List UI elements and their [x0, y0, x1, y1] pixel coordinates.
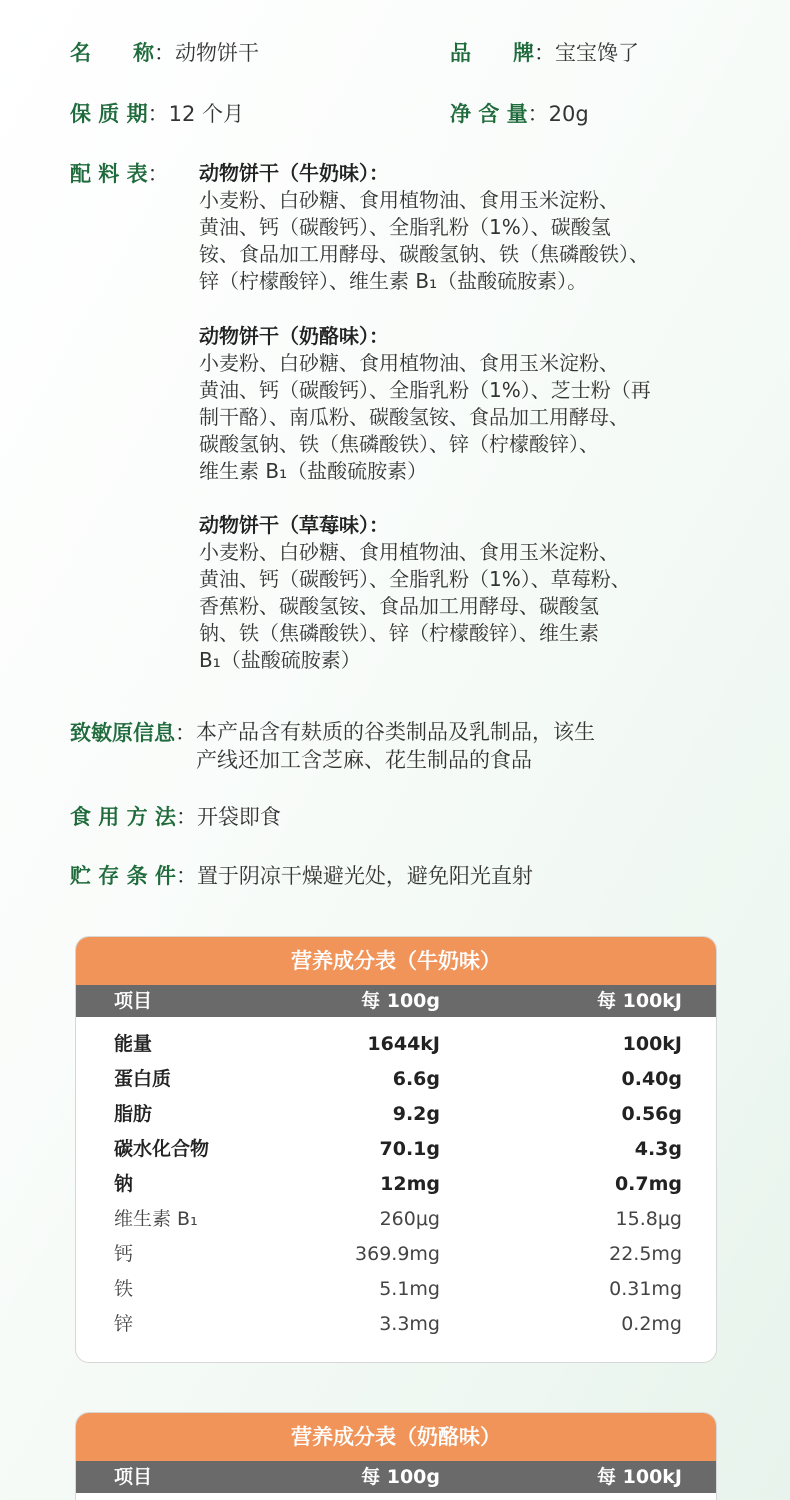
nutrition-table-body — [76, 1017, 716, 1342]
ingredient-line: 小麦粉、白砂糖、食用植物油、食用玉米淀粉、 — [199, 540, 619, 564]
value-per100g: 6.6g — [392, 1068, 440, 1090]
allergen-line: 产线还加工含芝麻、花生制品的食品 — [196, 748, 532, 772]
storage-value: 置于阴凉干燥避光处，避免阳光直射 — [196, 864, 533, 888]
name-label: 名 称 — [70, 41, 154, 65]
ingredient-line: 黄油、钙（碳酸钙）、全脂乳粉（1%）、草莓粉、 — [199, 567, 631, 591]
value-per100kj: 0.56g — [621, 1103, 682, 1125]
ingredient-line: 黄油、钙（碳酸钙）、全脂乳粉（1%）、芝士粉（再 — [199, 378, 651, 402]
usage-value: 开袋即食 — [196, 805, 281, 829]
ingredients-row — [70, 159, 169, 189]
value-per100g: 3.3mg — [379, 1313, 440, 1335]
net-value: 20g — [548, 102, 589, 126]
ingredients-label: 配 料 表 — [70, 162, 148, 186]
nutrient-name: 维生素 B₁ — [114, 1208, 198, 1230]
ingredient-title: 动物饼干（牛奶味）： — [199, 161, 389, 185]
top-cutoff-text — [0, 0, 790, 4]
ingredient-line: 锌（柠檬酸锌）、维生素 B₁（盐酸硫胺素）。 — [199, 269, 588, 293]
nutrient-name: 碳水化合物 — [114, 1138, 210, 1160]
storage-label: 贮 存 条 件 — [70, 864, 176, 888]
allergen-row — [70, 718, 595, 774]
ingredient-title: 动物饼干（草莓味）： — [199, 513, 389, 537]
nutrient-name: 锌 — [114, 1313, 134, 1335]
value-per100g: 260μg — [379, 1208, 440, 1230]
nutrition-table-header — [76, 985, 716, 1017]
header-per100kj: 每 100kJ — [597, 1466, 682, 1488]
storage-row — [70, 861, 533, 891]
nutrition-table-header — [76, 1461, 716, 1493]
header-per100g: 每 100g — [361, 1466, 440, 1488]
ingredient-title: 动物饼干（奶酪味）： — [199, 324, 389, 348]
nutrient-name: 脂肪 — [114, 1103, 153, 1125]
usage-colon: ： — [175, 805, 197, 829]
table-row — [76, 1132, 716, 1167]
value-per100g: 1644kJ — [367, 1033, 440, 1055]
brand-row — [450, 38, 639, 68]
name-row — [70, 38, 259, 68]
brand-colon: ： — [534, 41, 555, 65]
value-per100g: 70.1g — [379, 1138, 440, 1160]
nutrition-table-title: 营养成分表（奶酪味） — [76, 1413, 716, 1461]
nutrition-table-milk — [75, 936, 717, 1363]
header-item: 项目 — [114, 990, 153, 1012]
brand-value: 宝宝馋了 — [555, 41, 639, 65]
name-value: 动物饼干 — [175, 41, 259, 65]
ingredient-block-milk — [199, 160, 719, 295]
ingredient-line: 铵、食品加工用酵母、碳酸氢钠、铁（焦磷酸铁）、 — [199, 242, 649, 266]
allergen-label: 致敏原信息 — [70, 721, 175, 745]
net-colon: ： — [527, 102, 549, 126]
ingredient-block-strawberry — [199, 512, 719, 674]
value-per100kj: 0.40g — [621, 1068, 682, 1090]
table-row — [76, 1237, 716, 1272]
nutrient-name: 钠 — [114, 1173, 134, 1195]
ingredient-line: 碳酸氢钠、铁（焦磷酸铁）、锌（柠檬酸锌）、 — [199, 432, 599, 456]
shelf-value: 12 个月 — [168, 102, 245, 126]
ingredient-line: B₁（盐酸硫胺素） — [199, 648, 361, 672]
nutrient-name: 蛋白质 — [114, 1068, 172, 1090]
allergen-line: 本产品含有麸质的谷类制品及乳制品，该生 — [196, 720, 595, 744]
table-row — [76, 1062, 716, 1097]
nutrition-table-title: 营养成分表（牛奶味） — [76, 937, 716, 985]
shelf-label: 保 质 期 — [70, 102, 148, 126]
shelf-row — [70, 99, 244, 129]
table-row — [76, 1272, 716, 1307]
net-row — [450, 99, 589, 129]
ingredient-block-cheese — [199, 323, 719, 485]
ingredient-line: 小麦粉、白砂糖、食用植物油、食用玉米淀粉、 — [199, 351, 619, 375]
ingredient-line: 黄油、钙（碳酸钙）、全脂乳粉（1%）、碳酸氢 — [199, 215, 611, 239]
ingredient-line: 钠、铁（焦磷酸铁）、锌（柠檬酸锌）、维生素 — [199, 621, 599, 645]
value-per100g: 9.2g — [392, 1103, 440, 1125]
value-per100kj: 0.7mg — [614, 1173, 682, 1195]
header-per100g: 每 100g — [361, 990, 440, 1012]
ingredient-line: 小麦粉、白砂糖、食用植物油、食用玉米淀粉、 — [199, 188, 619, 212]
allergen-colon: ： — [175, 721, 196, 745]
allergen-value — [196, 718, 595, 774]
table-row — [76, 1027, 716, 1062]
value-per100g: 369.9mg — [355, 1243, 440, 1265]
value-per100kj: 4.3g — [634, 1138, 682, 1160]
ingredient-line: 香蕉粉、碳酸氢铵、食品加工用酵母、碳酸氢 — [199, 594, 599, 618]
usage-label: 食 用 方 法 — [70, 805, 176, 829]
usage-row — [70, 802, 281, 832]
brand-label: 品 牌 — [450, 41, 534, 65]
nutrition-table-cheese — [75, 1412, 717, 1500]
value-per100kj: 100kJ — [622, 1033, 682, 1055]
storage-colon: ： — [175, 864, 197, 888]
shelf-colon: ： — [147, 102, 169, 126]
table-row — [76, 1202, 716, 1237]
ingredient-line: 维生素 B₁（盐酸硫胺素） — [199, 459, 428, 483]
value-per100kj: 15.8μg — [615, 1208, 682, 1230]
nutrient-name: 钙 — [114, 1243, 134, 1265]
name-colon: ： — [154, 41, 175, 65]
value-per100kj: 0.31mg — [609, 1278, 682, 1300]
header-item: 项目 — [114, 1466, 153, 1488]
value-per100kj: 0.2mg — [621, 1313, 682, 1335]
header-per100kj: 每 100kJ — [597, 990, 682, 1012]
table-row — [76, 1167, 716, 1202]
nutrient-name: 能量 — [114, 1033, 153, 1055]
table-row — [76, 1097, 716, 1132]
nutrient-name: 铁 — [114, 1278, 134, 1300]
ingredient-line: 制干酪）、南瓜粉、碳酸氢铵、食品加工用酵母、 — [199, 405, 629, 429]
table-row — [76, 1307, 716, 1342]
net-label: 净 含 量 — [450, 102, 528, 126]
value-per100kj: 22.5mg — [609, 1243, 682, 1265]
value-per100g: 12mg — [380, 1173, 440, 1195]
value-per100g: 5.1mg — [379, 1278, 440, 1300]
ingredients-colon: ： — [147, 162, 169, 186]
